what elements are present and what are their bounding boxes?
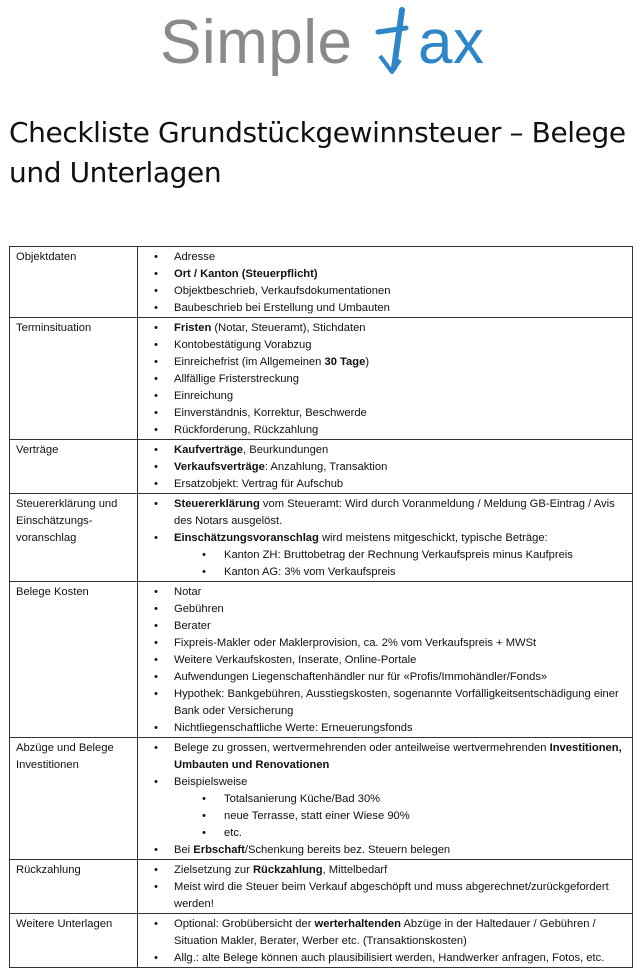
item-text: Beispielsweise <box>174 776 248 788</box>
category-cell: Verträge <box>10 440 138 494</box>
category-cell: Steuererklärung und Einschätzungs-voranschlag <box>10 494 138 582</box>
table-row <box>10 318 633 440</box>
item-text: , Beurkundungen <box>243 444 329 456</box>
list-item <box>144 950 627 967</box>
item-text: : Anzahlung, Transaktion <box>264 461 388 473</box>
table-row <box>10 494 633 582</box>
item-text: Meist wird die Steuer beim Verkauf abgeschöpft und muss abgerechnet/zurückgefordert werden! <box>174 881 609 910</box>
items-cell <box>138 318 633 440</box>
category-cell: Abzüge und Belege Investitionen <box>10 738 138 860</box>
list-item <box>144 686 627 720</box>
items-cell <box>138 860 633 914</box>
bold-text: Verkaufsverträge <box>174 461 265 473</box>
items-cell <box>138 247 633 318</box>
bold-text: Investitionen, Umbauten und Renovationen <box>174 742 622 771</box>
items-cell <box>138 494 633 582</box>
bullet-list <box>144 249 627 317</box>
item-text: Kontobestätigung Vorabzug <box>174 339 312 351</box>
item-text: Allg.: alte Belege können auch plausibilisiert werden, Handwerker anfragen, Fotos, etc. <box>174 952 605 964</box>
category-cell: Objektdaten <box>10 247 138 318</box>
item-text: Belege zu grossen, wertvermehrenden oder anteilweise wertvermehrenden <box>174 742 550 754</box>
bold-text: 30 Tage <box>324 356 366 368</box>
table-row <box>10 914 633 968</box>
list-item <box>144 774 627 842</box>
list-item <box>144 601 627 618</box>
sub-list-item: • Totalsanierung Küche/Bad 30% <box>174 791 627 808</box>
bullet-list <box>144 496 627 581</box>
list-item <box>144 371 627 388</box>
list-item <box>144 320 627 337</box>
items-cell <box>138 914 633 968</box>
item-text: Berater <box>174 620 211 632</box>
sub-list-item: • Kanton ZH: Bruttobetrag der Rechnung Verkaufspreis minus Kaufpreis <box>174 547 627 564</box>
list-item <box>144 916 627 950</box>
bold-text: Einschätzungsvoranschlag <box>174 532 319 544</box>
item-text: Zielsetzung zur <box>174 864 253 876</box>
bullet-list <box>144 442 627 493</box>
list-item <box>144 422 627 439</box>
table-row <box>10 582 633 738</box>
item-text: wird meistens mitgeschickt, typische Beträge: <box>318 532 548 544</box>
category-cell: Rückzahlung <box>10 860 138 914</box>
sub-list-item: • Kanton AG: 3% vom Verkaufspreis <box>174 564 627 581</box>
list-item <box>144 652 627 669</box>
list-item <box>144 300 627 317</box>
item-text: Ersatzobjekt: Vertrag für Aufschub <box>174 478 344 490</box>
item-text: Nichtliegenschaftliche Werte: Erneuerungsfonds <box>174 722 413 734</box>
table-row <box>10 440 633 494</box>
simpletax-logo <box>160 2 490 82</box>
bullet-list <box>144 320 627 439</box>
item-text: Weitere Verkaufskosten, Inserate, Online-Portale <box>174 654 417 666</box>
bold-text: werterhaltenden <box>314 918 401 930</box>
list-item <box>144 388 627 405</box>
list-item <box>144 249 627 266</box>
list-item <box>144 354 627 371</box>
item-text: Einreichefrist (im Allgemeinen <box>174 356 325 368</box>
list-item <box>144 459 627 476</box>
bullet-list <box>144 862 627 913</box>
item-text: ) <box>365 356 370 368</box>
item-text: Abzüge in der Haltedauer / Gebühren / Situation Makler, Berater, Werber etc. (Transaktionskosten) <box>174 918 596 947</box>
item-text: Einreichung <box>174 390 234 402</box>
list-item <box>144 584 627 601</box>
document-title: Checkliste Grundstückgewinnsteuer – Belege und Unterlagen <box>9 116 626 189</box>
table-row <box>10 738 633 860</box>
category-cell: Belege Kosten <box>10 582 138 738</box>
list-item <box>144 879 627 913</box>
list-item <box>144 618 627 635</box>
bold-text: Ort / Kanton (Steuerpflicht) <box>174 268 318 280</box>
items-cell <box>138 582 633 738</box>
item-text: Einverständnis, Korrektur, Beschwerde <box>174 407 367 419</box>
item-text: Bei <box>174 844 194 856</box>
list-item <box>144 862 627 879</box>
bullet-list <box>144 584 627 737</box>
list-item <box>144 842 627 859</box>
item-text: Gebühren <box>174 603 224 615</box>
list-item <box>144 405 627 422</box>
category-cell: Terminsituation <box>10 318 138 440</box>
list-item <box>144 337 627 354</box>
sub-list-item: • neue Terrasse, statt einer Wiese 90% <box>174 808 627 825</box>
item-text: Hypothek: Bankgebühren, Ausstiegskosten, sogenannte Vorfälligkeitsentschädigung einer Bank oder Versicherung <box>174 688 619 717</box>
list-item <box>144 720 627 737</box>
bold-text: Fristen <box>174 322 212 334</box>
item-text: Optional: Grobübersicht der <box>174 918 315 930</box>
sub-list-item: • etc. <box>174 825 627 842</box>
bold-text: Kaufverträge <box>174 444 244 456</box>
list-item <box>144 740 627 774</box>
item-text: (Notar, Steueramt), Stichdaten <box>211 322 366 334</box>
item-text: , Mittelbedarf <box>322 864 388 876</box>
list-item <box>144 635 627 652</box>
table-row <box>10 247 633 318</box>
bold-text: Erbschaft <box>193 844 245 856</box>
item-text: Rückforderung, Rückzahlung <box>174 424 319 436</box>
list-item <box>144 266 627 283</box>
logo-word-simple: Simple <box>160 8 353 77</box>
sub-bullet-list <box>174 547 627 581</box>
sub-bullet-list <box>174 791 627 842</box>
item-text: Baubeschrieb bei Erstellung und Umbauten <box>174 302 390 314</box>
bold-text: Steuererklärung <box>174 498 260 510</box>
item-text: Adresse <box>174 251 216 263</box>
item-text: Notar <box>174 586 202 598</box>
item-text: vom Steueramt: Wird durch Voranmeldung / Meldung GB-Eintrag / Avis des Notars ausgelöst. <box>174 498 615 527</box>
bold-text: Rückzahlung <box>252 864 323 876</box>
item-text: Objektbeschrieb, Verkaufsdokumentationen <box>174 285 391 297</box>
list-item <box>144 669 627 686</box>
table-row <box>10 860 633 914</box>
item-text: /Schenkung bereits bez. Steuern belegen <box>244 844 451 856</box>
logo-t-checkmark-icon <box>372 2 424 82</box>
items-cell <box>138 440 633 494</box>
bullet-list <box>144 740 627 859</box>
item-text: Aufwendungen Liegenschaftenhändler nur für «Profis/Immohändler/Fonds» <box>174 671 548 683</box>
list-item <box>144 476 627 493</box>
list-item <box>144 530 627 581</box>
list-item <box>144 442 627 459</box>
logo-word-ax: ax <box>418 8 485 77</box>
checklist-table <box>9 246 633 968</box>
item-text: Allfällige Fristerstreckung <box>174 373 299 385</box>
bullet-list <box>144 916 627 967</box>
item-text: Fixpreis-Makler oder Maklerprovision, ca. 2% vom Verkaufspreis + MWSt <box>174 637 537 649</box>
list-item <box>144 496 627 530</box>
list-item <box>144 283 627 300</box>
category-cell: Weitere Unterlagen <box>10 914 138 968</box>
items-cell <box>138 738 633 860</box>
